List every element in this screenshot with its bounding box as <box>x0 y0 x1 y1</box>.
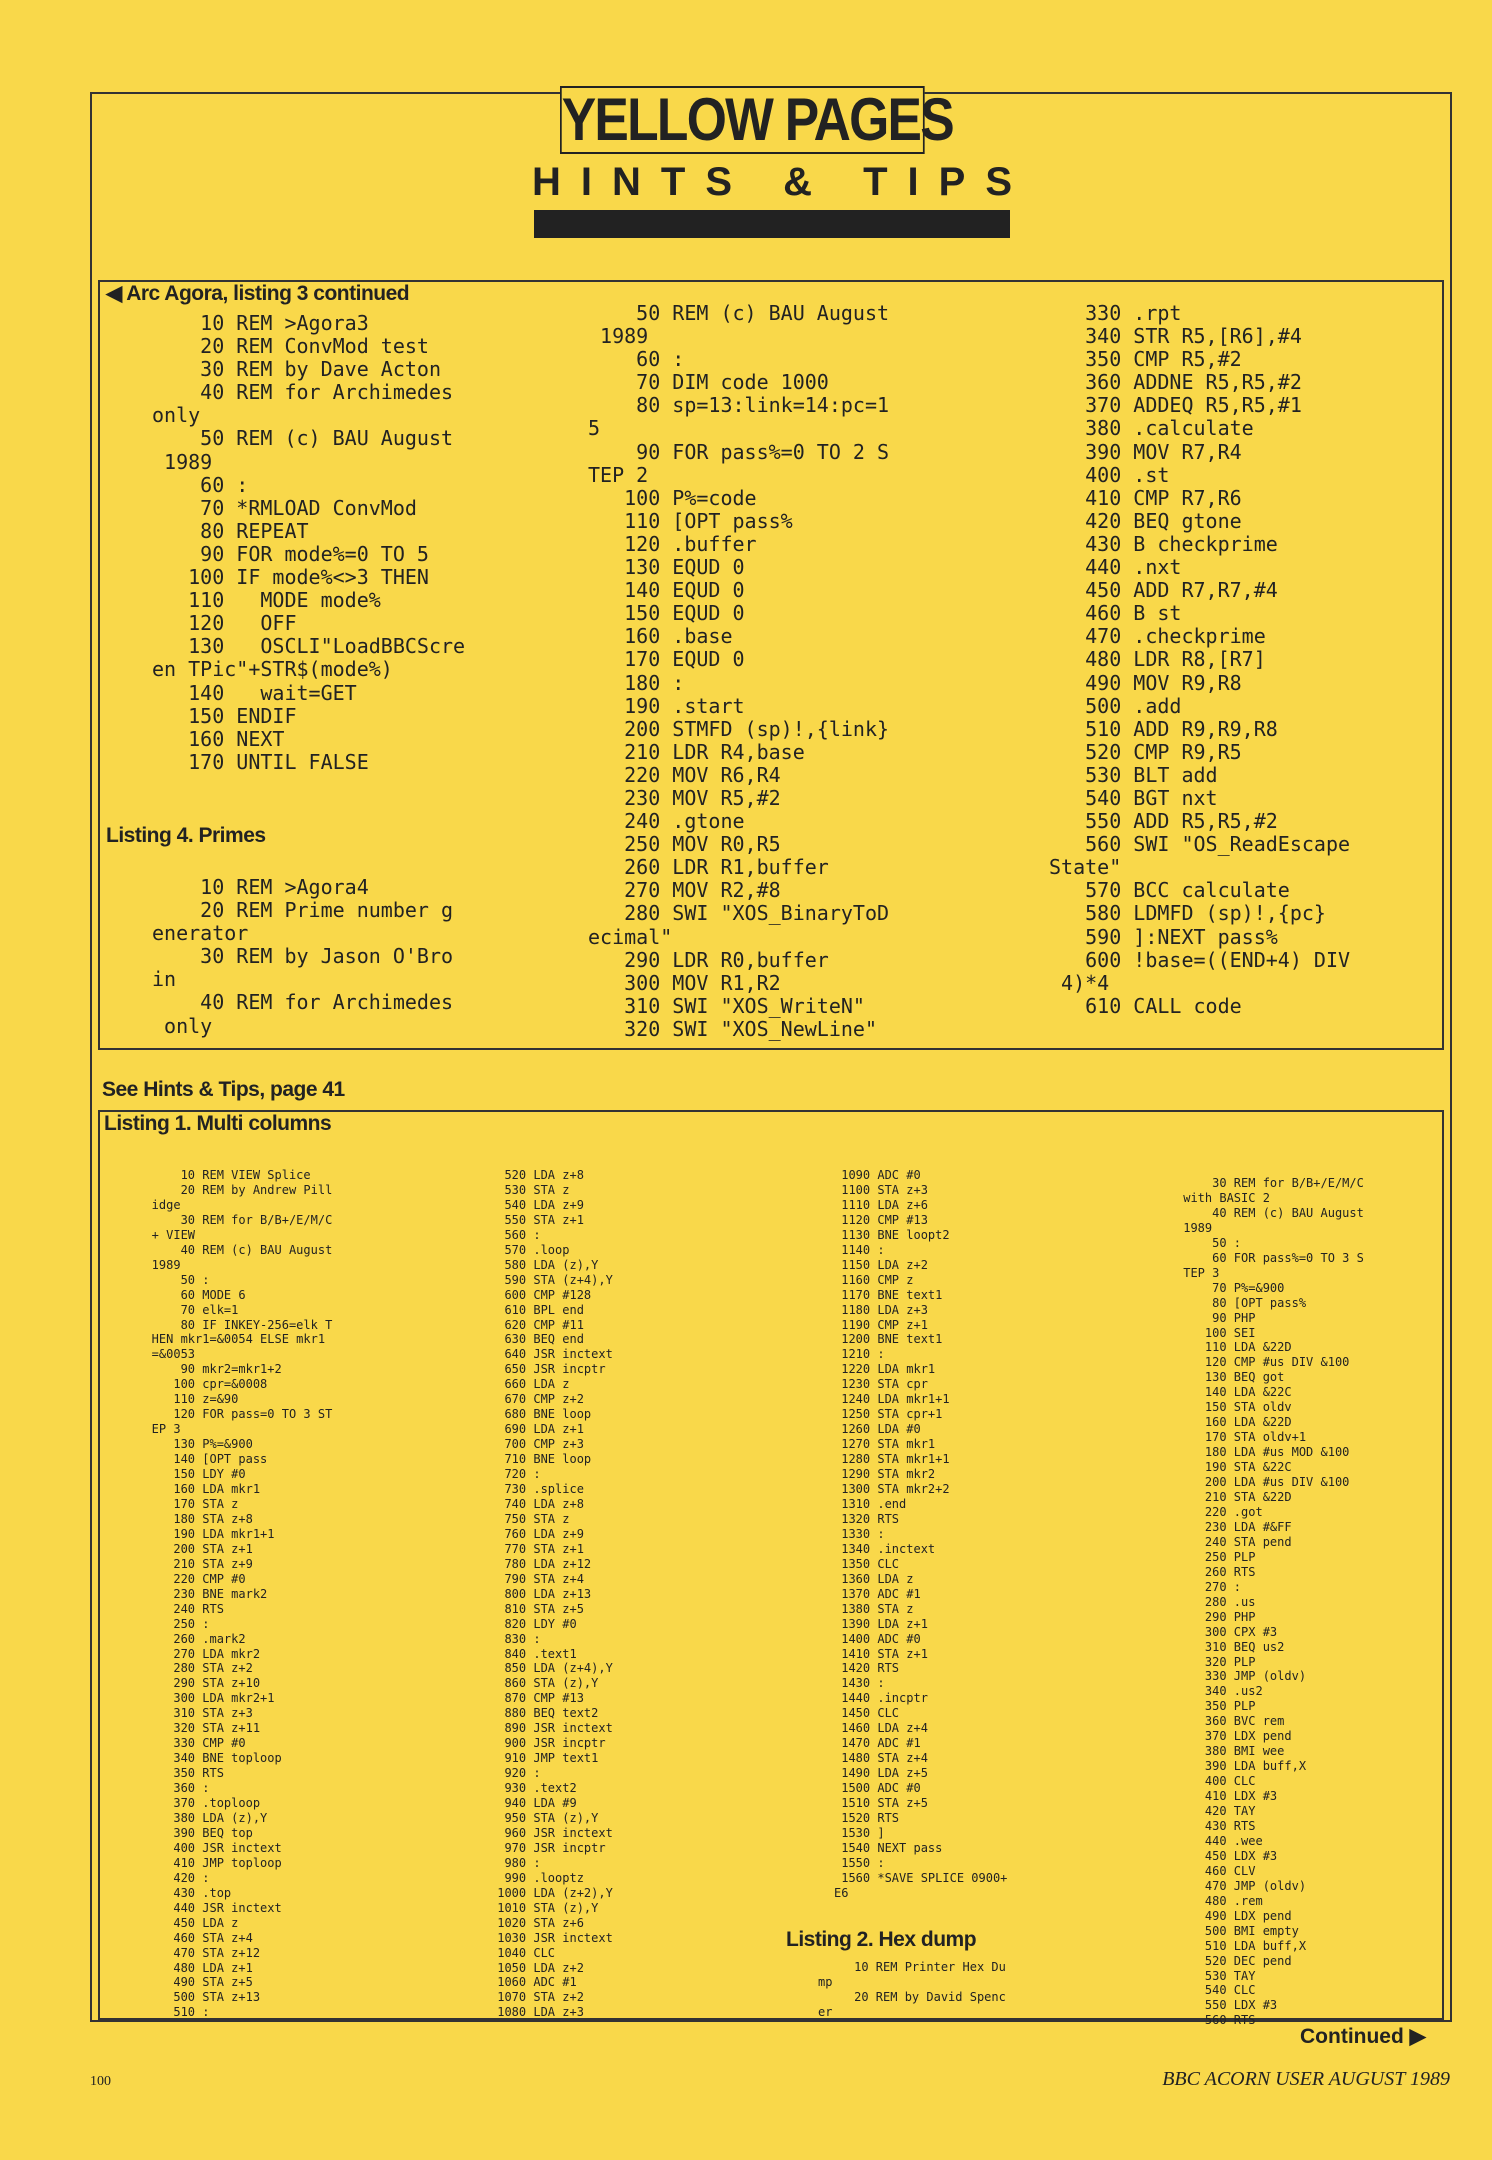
listing4-column-3: 330 .rpt 340 STR R5,[R6],#4 350 CMP R5,#2 360 ADDNE R5,R5,#2 370 ADDEQ R5,R5,#1 380 .calculate 390 MOV R7,R4 400 .st 410 CMP R7,R6 420 BEQ gtone 430 B checkprime 440 .nxt 450 ADD R7,R7,#4 460 B st 470 .checkprime 480 LDR R8,[R7] 490 MOV R9,R8 500 .add 510 ADD R9,R9,R8 520 CMP R9,R5 530 BLT add 540 BGT nxt 550 ADD R5,R5,#2 560 SWI "OS_ReadEscape State" 570 BCC calculate 580 LDMFD (sp)!,{pc} 590 ]:NEXT pass% 600 !base=((END+4) DIV 4)*4 610 CALL code <box>1049 301 1351 1018</box>
listing3-column-1: 10 REM >Agora3 20 REM ConvMod test 30 REM by Dave Acton 40 REM for Archimedes only 50 REM (c) BAU August 1989 60 : 70 *RMLOAD ConvMod 80 REPEAT 90 FOR mode%=0 TO 5 100 IF mode%<>3 THEN 110 MODE mode% 120 OFF 130 OSCLI"LoadBBCScre en TPic"+STR$(mode%) 140 wait=GET 150 ENDIF 160 NEXT 170 UNTIL FALSE <box>152 311 466 774</box>
page-number: 100 <box>90 2074 111 2089</box>
listing2-column-4: 30 REM for B/B+/E/M/C with BASIC 2 40 REM (c) BAU August 1989 50 : 60 FOR pass%=0 TO 3 S TEP 3 70 P%=&900 80 [OPT pass% 90 PHP 100 SEI 110 LDA &22D 120 CMP #us DIV &100 130 BEQ got 140 LDA &22C 150 STA oldv 160 LDA &22D 170 STA oldv+1 180 LDA #us MOD &100 190 STA &22C 200 LDA #us DIV &100 210 STA &22D 220 .got 230 LDA #&FF 240 STA pend 250 PLP 260 RTS 270 : 280 .us 290 PHP 300 CPX #3 310 BEQ us2 320 PLP 330 JMP (oldv) 340 .us2 350 PLP 360 BVC rem 370 LDX pend 380 BMI wee 390 LDA buff,X 400 CLC 410 LDX #3 420 TAY 430 RTS 440 .wee 450 LDX #3 460 CLV 470 JMP (oldv) 480 .rem 490 LDX pend 500 BMI empty 510 LDA buff,X 520 DEC pend 530 TAY 540 CLC 550 LDX #3 560 RTS <box>1183 1176 1364 2028</box>
listing4-column-2: 50 REM (c) BAU August 1989 60 : 70 DIM code 1000 80 sp=13:link=14:pc=1 5 90 FOR pass%=0 TO 2 S TEP 2 100 P%=code 110 [OPT pass% 120 .buffer 130 EQUD 0 140 EQUD 0 150 EQUD 0 160 .base 170 EQUD 0 180 : 190 .start 200 STMFD (sp)!,{link} 210 LDR R4,base 220 MOV R6,R4 230 MOV R5,#2 240 .gtone 250 MOV R0,R5 260 LDR R1,buffer 270 MOV R2,#8 280 SWI "XOS_BinaryToD ecimal" 290 LDR R0,buffer 300 MOV R1,R2 310 SWI "XOS_WriteN" 320 SWI "XOS_NewLine" <box>588 301 890 1041</box>
magazine-footer: BBC ACORN USER AUGUST 1989 <box>1162 2068 1450 2090</box>
listing2-heading: Listing 2. Hex dump <box>786 1928 977 1951</box>
listing1-column-3: 1090 ADC #0 1100 STA z+3 1110 LDA z+6 1120 CMP #13 1130 BNE loopt2 1140 : 1150 LDA z+2 1160 CMP z 1170 BNE text1 1180 LDA z+3 1190 CMP z+1 1200 BNE text1 1210 : 1220 LDA mkr1 1230 STA cpr 1240 LDA mkr1+1 1250 STA cpr+1 1260 LDA #0 1270 STA mkr1 1280 STA mkr1+1 1290 STA mkr2 1300 STA mkr2+2 1310 .end 1320 RTS 1330 : 1340 .inctext 1350 CLC 1360 LDA z 1370 ADC #1 1380 STA z 1390 LDA z+1 1400 ADC #0 1410 STA z+1 1420 RTS 1430 : 1440 .incptr 1450 CLC 1460 LDA z+4 1470 ADC #1 1480 STA z+4 1490 LDA z+5 1500 ADC #0 1510 STA z+5 1520 RTS 1530 ] 1540 NEXT pass 1550 : 1560 *SAVE SPLICE 0900+ E6 <box>834 1168 1008 1900</box>
listing2-code: 10 REM Printer Hex Du mp 20 REM by David Spenc er <box>818 1960 1006 2019</box>
masthead-bar <box>534 210 1010 238</box>
masthead-title: YELLOW PAGES <box>561 86 953 153</box>
masthead-subtitle: HINTS & TIPS <box>532 160 1033 204</box>
listing4-heading: Listing 4. Primes <box>106 824 266 847</box>
see-hints-reference: See Hints & Tips, page 41 <box>102 1078 345 1101</box>
continued-label: Continued ▶ <box>1300 2025 1426 2048</box>
listing1-column-2: 520 LDA z+8 530 STA z 540 LDA z+9 550 STA z+1 560 : 570 .loop 580 LDA (z),Y 590 STA (z+4),Y 600 CMP #128 610 BPL end 620 CMP #11 630 BEQ end 640 JSR inctext 650 JSR incptr 660 LDA z 670 CMP z+2 680 BNE loop 690 LDA z+1 700 CMP z+3 710 BNE loop 720 : 730 .splice 740 LDA z+8 750 STA z 760 LDA z+9 770 STA z+1 780 LDA z+12 790 STA z+4 800 LDA z+13 810 STA z+5 820 LDY #0 830 : 840 .text1 850 LDA (z+4),Y 860 STA (z),Y 870 CMP #13 880 BEQ text2 890 JSR inctext 900 JSR incptr 910 JMP text1 920 : 930 .text2 940 LDA #9 950 STA (z),Y 960 JSR inctext 970 JSR incptr 980 : 990 .looptz 1000 LDA (z+2),Y 1010 STA (z),Y 1020 STA z+6 1030 JSR inctext 1040 CLC 1050 LDA z+2 1060 ADC #1 1070 STA z+2 1080 LDA z+3 <box>497 1168 613 2020</box>
listing1-heading: Listing 1. Multi columns <box>104 1112 332 1135</box>
listing1-column-1: 10 REM VIEW Splice 20 REM by Andrew Pill idge 30 REM for B/B+/E/M/C + VIEW 40 REM (c) BAU August 1989 50 : 60 MODE 6 70 elk=1 80 IF INKEY-256=elk T HEN mkr1=&0054 ELSE mkr1 =&0053 90 mkr2=mkr1+2 100 cpr=&0008 110 z=&90 120 FOR pass=0 TO 3 ST EP 3 130 P%=&900 140 [OPT pass 150 LDY #0 160 LDA mkr1 170 STA z 180 STA z+8 190 LDA mkr1+1 200 STA z+1 210 STA z+9 220 CMP #0 230 BNE mark2 240 RTS 250 : 260 .mark2 270 LDA mkr2 280 STA z+2 290 STA z+10 300 LDA mkr2+1 310 STA z+3 320 STA z+11 330 CMP #0 340 BNE toploop 350 RTS 360 : 370 .toploop 380 LDA (z),Y 390 BEQ top 400 JSR inctext 410 JMP toploop 420 : 430 .top 440 JSR inctext 450 LDA z 460 STA z+4 470 STA z+12 480 LDA z+1 490 STA z+5 500 STA z+13 510 : <box>151 1168 333 2020</box>
listing4-code: 10 REM >Agora4 20 REM Prime number g enerator 30 REM by Jason O'Bro in 40 REM for Archimedes only <box>152 875 454 1038</box>
arc-agora-heading: ◀ Arc Agora, listing 3 continued <box>106 282 410 305</box>
